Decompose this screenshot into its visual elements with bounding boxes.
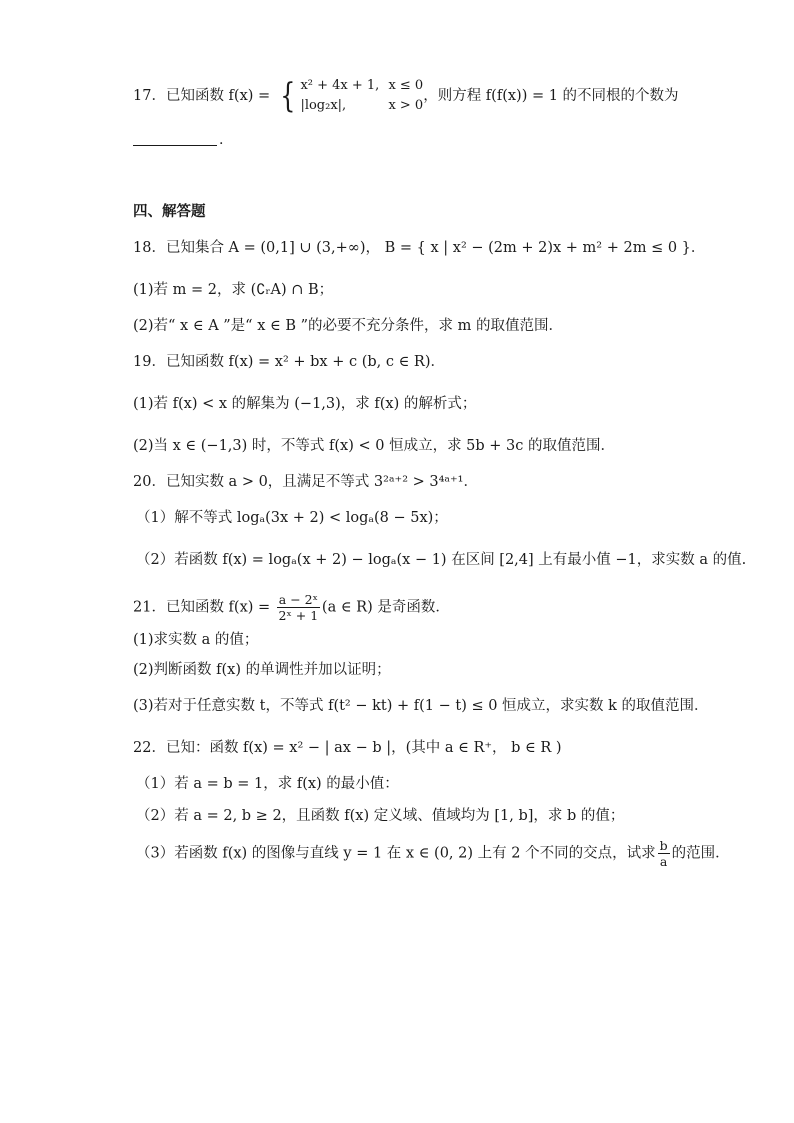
- q17-case1-expr: x² + 4x + 1,: [300, 78, 380, 93]
- piecewise-brace: {: [280, 76, 296, 116]
- q21-part-3: (3)若对于任意实数 t，不等式 f(t² − kt) + f(1 − t) ≤ 0 恒成立，求实数 k 的取值范围．: [133, 698, 709, 714]
- q20-part-2: （2）若函数 f(x) = logₐ(x + 2) − logₐ(x − 1) 在区间 [2,4] 上有最小值 −1，求实数 a 的值.: [136, 552, 747, 568]
- q22-stem: 22．已知：函数 f(x) = x² − | ax − b |，(其中 a ∈ R⁺， b ∈ R ): [133, 740, 562, 756]
- q17-case2-expr: |log₂x|,: [300, 98, 347, 113]
- section-4-title: 四、解答题: [133, 204, 206, 220]
- q20-stem: 20．已知实数 a > 0，且满足不等式 3²ᵃ⁺² > 3⁴ᵃ⁺¹．: [133, 474, 478, 490]
- q18-part-1: (1)若 m = 2，求 (∁ᵣA) ∩ B；: [133, 282, 334, 298]
- q19-stem: 19．已知函数 f(x) = x² + bx + c (b, c ∈ R)．: [133, 354, 446, 370]
- q21-part-2: (2)判断函数 f(x) 的单调性并加以证明；: [133, 662, 391, 678]
- q21-part-1: (1)求实数 a 的值；: [133, 632, 259, 648]
- question-17: [133, 76, 754, 116]
- q17-answer-blank[interactable]: [133, 145, 217, 146]
- q22-p3-frac-den: a: [659, 854, 668, 869]
- q18-stem: 18．已知集合 A = (0,1] ∪ (3,+∞)， B = { x | x² − (2m + 2)x + m² + 2m ≤ 0 }．: [133, 240, 706, 256]
- q22-part-3: [136, 838, 754, 869]
- q18-part-2: (2)若“ x ∈ A ”是“ x ∈ B ”的必要不充分条件，求 m 的取值范围．: [133, 318, 563, 334]
- q22-p3-fraction: [658, 838, 670, 869]
- question-21: [133, 592, 754, 623]
- q21-frac-den: 2ˣ + 1: [278, 608, 319, 623]
- q22-p3-frac-num: b: [659, 838, 668, 853]
- q21-fraction: [277, 592, 320, 623]
- q21-frac-num: a − 2ˣ: [278, 592, 318, 607]
- q17-blank-end: .: [219, 132, 224, 148]
- q17-prefix: 17．已知函数 f(x) =: [133, 88, 275, 104]
- q21-suffix: (a ∈ R) 是奇函数．: [321, 599, 450, 616]
- piecewise-cases: [300, 76, 423, 116]
- q19-part-2: (2)当 x ∈ (−1,3) 时，不等式 f(x) < 0 恒成立，求 5b + 3c 的取值范围．: [133, 438, 616, 454]
- q17-suffix: ，则方程 f(f(x)) = 1 的不同根的个数为: [423, 88, 679, 104]
- q17-case1-cond: x ≤ 0: [388, 78, 424, 93]
- q22-p3-prefix: （3）若函数 f(x) 的图像与直线 y = 1 在 x ∈ (0, 2) 上有 2 个不同的交点，试求: [136, 845, 656, 862]
- q17-case2-cond: x > 0: [388, 98, 424, 113]
- q22-part-2: （2）若 a = 2, b ≥ 2，且函数 f(x) 定义域、值域均为 [1, b]，求 b 的值；: [136, 808, 625, 824]
- q21-prefix: 21．已知函数 f(x) =: [133, 599, 275, 616]
- q19-part-1: (1)若 f(x) < x 的解集为 (−1,3)，求 f(x) 的解析式；: [133, 396, 477, 412]
- q22-p3-suffix: 的范围．: [671, 845, 730, 862]
- q22-part-1: （1）若 a = b = 1，求 f(x) 的最小值：: [136, 776, 399, 792]
- q20-part-1: （1）解不等式 logₐ(3x + 2) < logₐ(8 − 5x)；: [136, 510, 448, 526]
